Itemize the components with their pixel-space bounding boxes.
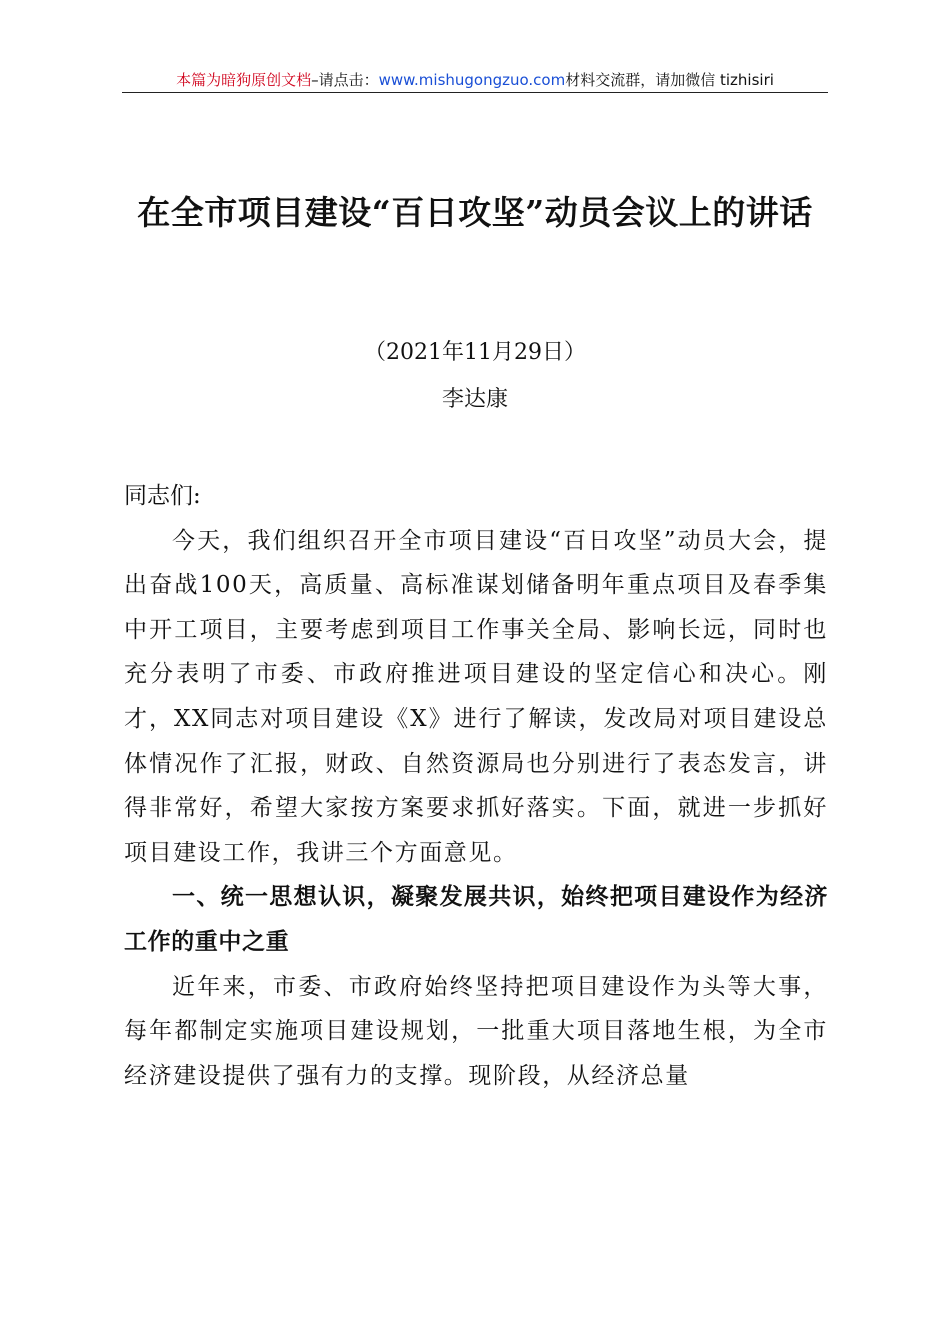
header-prompt-text: –请点击： xyxy=(311,71,379,89)
document-body xyxy=(124,474,828,1098)
document-title: 在全市项目建设“百日攻坚”动员会议上的讲话 xyxy=(137,193,813,232)
header-brand-text: 本篇为暗狗原创文档 xyxy=(176,71,312,89)
document-date: （2021年11月29日） xyxy=(364,340,586,365)
section-heading: 一、统一思想认识，凝聚发展共识，始终把项目建设作为经济工作的重中之重 xyxy=(124,884,828,955)
section-paragraph: 近年来，市委、市政府始终坚持把项目建设作为头等大事，每年都制定实施项目建设规划，一批重大项目落地生根，为全市经济建设提供了强有力的支撑。现阶段，从经济总量 xyxy=(124,973,828,1089)
header-divider xyxy=(122,92,828,93)
header-url-link[interactable]: www.mishugongzuo.com xyxy=(378,71,566,89)
header-tail-text: 材料交流群，请加微信 tizhisiri xyxy=(565,71,774,89)
document-author: 李达康 xyxy=(441,387,508,412)
document-header-banner xyxy=(122,70,828,90)
greeting: 同志们: xyxy=(124,483,201,509)
body-paragraph: 今天，我们组织召开全市项目建设“百日攻坚”动员大会，提出奋战100天，高质量、高标准谋划储备明年重点项目及春季集中开工项目，主要考虑到项目工作事关全局、影响长远，同时也充分表明了市委、市政府推进项目建设的坚定信心和决心。刚才，XX同志对项目建设《X》进行了解读，发改局对项目建设总体情况作了汇报，财政、自然资源局也分别进行了表态发言，讲得非常好，希望大家按方案要求抓好落实。下面，就进一步抓好项目建设工作，我讲三个方面意见。 xyxy=(124,527,828,866)
